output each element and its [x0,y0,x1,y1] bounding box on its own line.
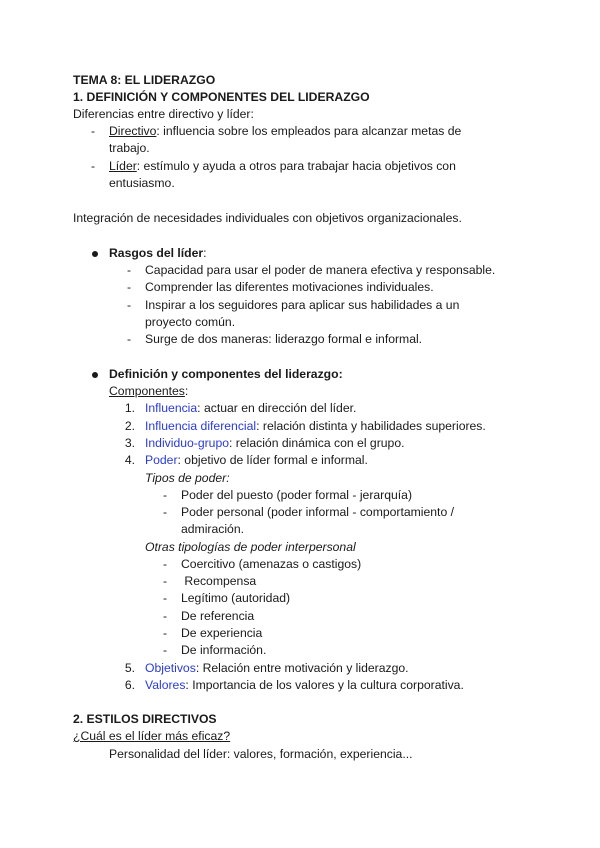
dash-marker: - [163,557,168,571]
componente-term: Influencia diferencial [145,419,257,433]
list-number: 6. [124,678,135,692]
intro-lead: Diferencias entre directivo y líder: [73,107,254,121]
dash-marker: - [163,626,168,640]
componente-item [145,418,486,435]
list-number: 1. [124,401,135,415]
componente-item [145,677,464,694]
componentes-label [109,383,188,400]
rasgo-item: Surge de dos maneras: liderazgo formal e informal. [145,332,423,346]
tipos-poder-label [145,470,230,487]
bullet-dot [92,251,98,257]
dash-marker: - [127,263,132,277]
document-title: TEMA 8: EL LIDERAZGO [73,73,216,87]
rasgos-heading [109,245,207,262]
componente-text: : objetivo de líder formal e informal. [177,453,368,467]
answer-text: Personalidad del líder: valores, formación, experiencia... [109,747,413,761]
rasgo-item: Capacidad para usar el poder de manera efectiva y responsable. [145,263,496,277]
definition-directivo-cont: trabajo. [109,141,150,155]
componente-term: Individuo-grupo [145,436,230,450]
tipologia-item: Legítimo (autoridad) [181,591,291,605]
componente-term: Objetivos [145,661,196,675]
tipo-poder-item-cont: admiración. [181,522,244,536]
componente-text: : actuar en dirección del líder. [197,401,357,415]
dash-marker: - [163,505,168,519]
componente-term: Poder [145,453,178,467]
term-lider: Líder [109,159,137,173]
definicion-heading: Definición y componentes del liderazgo: [109,367,343,381]
dash-marker: - [127,332,132,346]
section-2-heading: 2. ESTILOS DIRECTIVOS [73,712,217,726]
tipos-poder-colon: : [226,471,230,485]
dash-marker: - [163,609,168,623]
otras-tipologias-label: Otras tipologías de poder interpersonal [145,540,356,554]
tipos-poder-text: Tipos de poder [145,471,227,485]
dash-marker: - [127,298,132,312]
list-item-lider [109,158,456,175]
dash-marker: - [127,280,132,294]
question-text: ¿Cuál es el líder más eficaz? [73,729,231,743]
componente-item [145,452,368,469]
dash-marker: - [163,574,168,588]
tipo-poder-item: Poder del puesto (poder formal - jerarquía) [181,488,413,502]
dash-marker: - [163,488,168,502]
tipologia-item: Recompensa [181,574,257,588]
tipologia-item: De experiencia [181,626,263,640]
componentes-colon: : [184,384,189,398]
dash-marker: - [91,159,96,173]
componente-text: : relación dinámica con el grupo. [229,436,405,450]
componente-text: : Importancia de los valores y la cultura corporativa. [185,678,464,692]
bullet-dot [92,372,98,378]
definition-directivo: : influencia sobre los empleados para alcanzar metas de [156,124,462,138]
dash-marker: - [163,643,168,657]
integration-text: Integración de necesidades individuales con objetivos organizacionales. [73,211,462,225]
section-1-heading: 1. DEFINICIÓN Y COMPONENTES DEL LIDERAZGO [73,90,370,104]
componentes-text: Componentes [109,384,185,398]
definition-lider: : estímulo y ayuda a otros para trabajar hacia objetivos con [136,159,456,173]
componente-text: : relación distinta y habilidades superiores. [256,419,486,433]
componente-text: : Relación entre motivación y liderazgo. [195,661,409,675]
componente-item [145,400,356,417]
term-directivo: Directivo [109,124,157,138]
dash-marker: - [91,124,96,138]
list-number: 2. [124,419,135,433]
componente-item [145,435,404,452]
tipologia-item: De información. [181,643,267,657]
rasgo-item: Inspirar a los seguidores para aplicar sus habilidades a un [145,298,460,312]
rasgos-title: Rasgos del líder [109,246,204,260]
tipologia-item: De referencia [181,609,255,623]
list-number: 5. [124,661,135,675]
componente-term: Influencia [145,401,198,415]
rasgo-item: Comprender las diferentes motivaciones individuales. [145,280,434,294]
tipologia-item: Coercitivo (amenazas o castigos) [181,557,362,571]
list-number: 3. [124,436,135,450]
tipo-poder-item: Poder personal (poder informal - comportamiento / [181,505,454,519]
list-number: 4. [124,453,135,467]
definition-lider-cont: entusiasmo. [109,176,175,190]
list-item-directivo [109,123,461,140]
rasgos-colon: : [203,246,207,260]
componente-term: Valores [145,678,186,692]
dash-marker: - [163,591,168,605]
componente-item [145,660,409,677]
rasgo-item-cont: proyecto común. [145,315,236,329]
